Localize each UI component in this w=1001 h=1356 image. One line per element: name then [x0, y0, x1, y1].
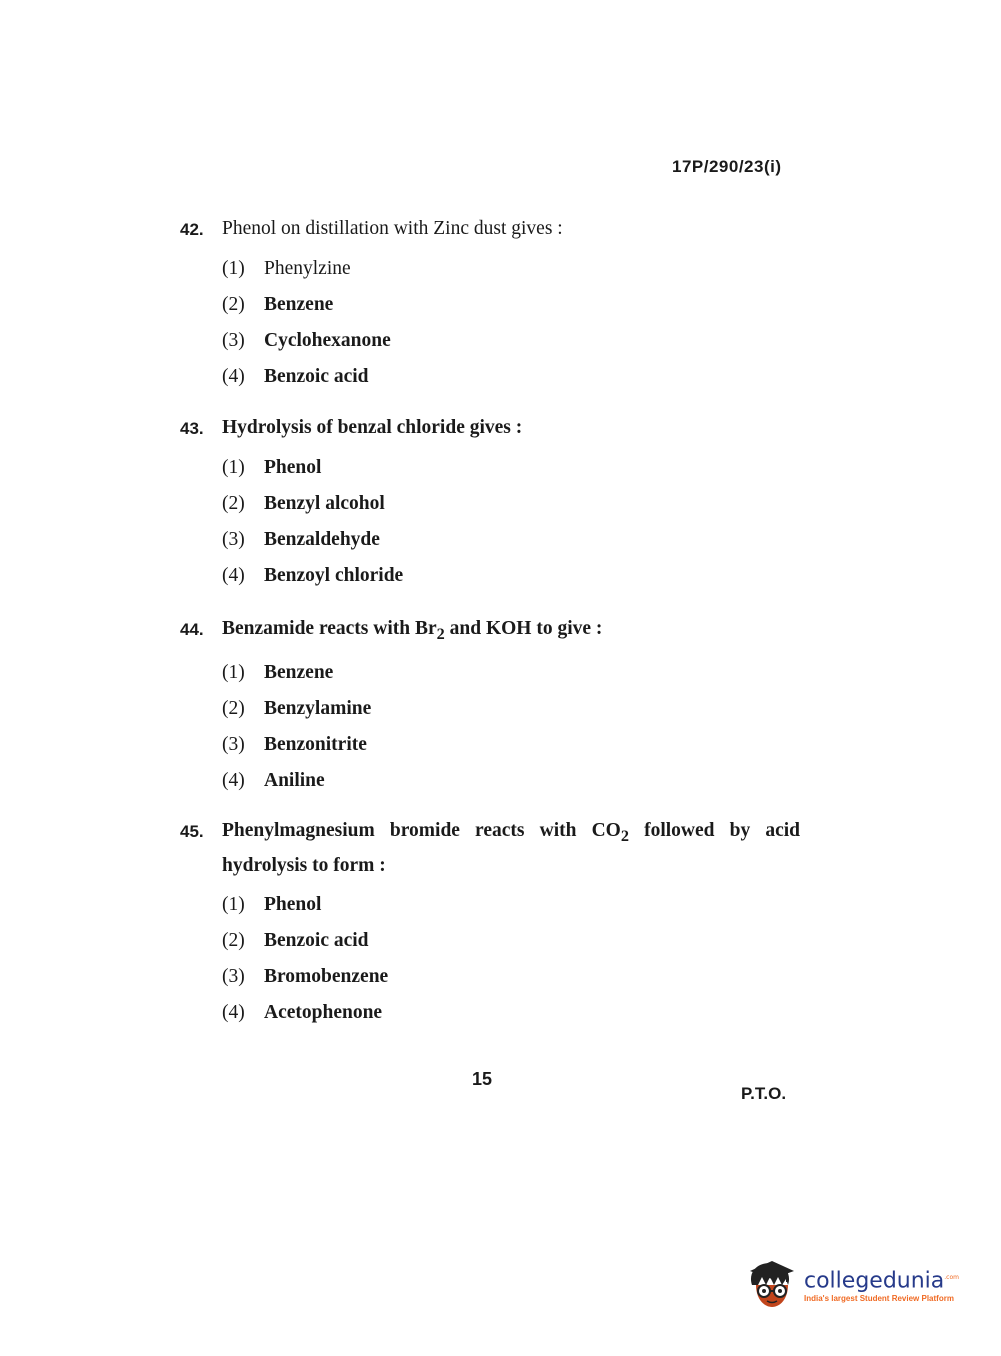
option-item	[222, 727, 820, 763]
option-item	[222, 486, 820, 522]
option-item	[222, 359, 820, 395]
option-text: Benzyl alcohol	[264, 493, 385, 514]
option-text: Cyclohexanone	[264, 330, 391, 351]
question-text	[222, 614, 820, 649]
brand-name-text: collegedunia	[804, 1268, 945, 1294]
option-item	[222, 287, 820, 323]
option-text: Phenol	[264, 457, 322, 478]
option-text: Phenylzine	[264, 258, 351, 279]
option-number: (2)	[222, 929, 245, 951]
question-number: 43.	[180, 419, 204, 438]
brand-suffix: .com	[944, 1273, 959, 1281]
option-item	[222, 522, 820, 558]
option-list	[222, 655, 820, 799]
brand-name	[804, 1265, 959, 1294]
question-text: Phenol on distillation with Zinc dust gives :	[222, 218, 563, 239]
question-42	[180, 214, 820, 395]
question-number: 45.	[180, 822, 204, 841]
option-text: Benzene	[264, 294, 334, 315]
option-number: (2)	[222, 294, 245, 315]
option-text: Benzoyl chloride	[264, 565, 404, 586]
subscript: 2	[436, 624, 445, 643]
option-text: Benzylamine	[264, 697, 372, 719]
pto-label: P.T.O.	[741, 1084, 787, 1103]
option-text: Bromobenzene	[264, 965, 389, 987]
option-number: (4)	[222, 366, 245, 387]
option-item	[222, 251, 820, 287]
option-item	[222, 450, 820, 486]
option-item	[222, 691, 820, 727]
option-item	[222, 763, 820, 799]
question-text: Hydrolysis of benzal chloride gives :	[222, 417, 523, 438]
option-number: (4)	[222, 769, 245, 791]
option-text: Benzaldehyde	[264, 529, 380, 550]
option-item	[222, 923, 820, 959]
option-number: (1)	[222, 258, 245, 279]
option-number: (2)	[222, 697, 245, 719]
option-text: Acetophenone	[264, 1001, 383, 1023]
option-list	[222, 887, 820, 1031]
option-text: Benzene	[264, 661, 334, 683]
question-text	[222, 816, 820, 881]
option-item	[222, 995, 820, 1031]
page-number: 15	[472, 1069, 493, 1089]
option-number: (3)	[222, 965, 245, 987]
paper-code: 17P/290/23(i)	[672, 157, 782, 176]
question-43	[180, 413, 820, 594]
brand-watermark	[742, 1254, 968, 1314]
option-number: (1)	[222, 457, 245, 478]
question-number: 42.	[180, 220, 204, 239]
option-list	[222, 251, 820, 395]
option-number: (1)	[222, 661, 245, 683]
option-text: Benzonitrite	[264, 733, 367, 755]
option-number: (3)	[222, 733, 245, 755]
option-number: (4)	[222, 565, 245, 586]
option-item	[222, 323, 820, 359]
question-45	[180, 816, 820, 1031]
option-text: Benzoic acid	[264, 366, 369, 387]
option-item	[222, 558, 820, 594]
option-text: Benzoic acid	[264, 929, 369, 951]
question-text-part: Phenylmagnesium bromide reacts with CO	[222, 820, 621, 841]
option-item	[222, 655, 820, 691]
option-number: (3)	[222, 529, 245, 550]
option-item	[222, 887, 820, 923]
option-item	[222, 959, 820, 995]
graduate-mascot-icon	[742, 1255, 800, 1313]
brand-text	[804, 1265, 959, 1303]
option-text: Aniline	[264, 769, 325, 791]
brand-tagline: India's largest Student Review Platform	[804, 1294, 954, 1304]
option-number: (2)	[222, 493, 245, 514]
question-text-part: followed by acid hydrolysis to form :	[222, 820, 800, 876]
question-44	[180, 614, 820, 799]
option-number: (4)	[222, 1001, 245, 1023]
question-number: 44.	[180, 620, 204, 639]
subscript: 2	[620, 826, 629, 845]
option-list	[222, 450, 820, 594]
option-number: (3)	[222, 330, 245, 351]
question-text-part: and KOH to give :	[444, 618, 603, 639]
option-number: (1)	[222, 893, 245, 915]
question-text-part: Benzamide reacts with Br	[222, 618, 437, 639]
option-text: Phenol	[264, 893, 322, 915]
